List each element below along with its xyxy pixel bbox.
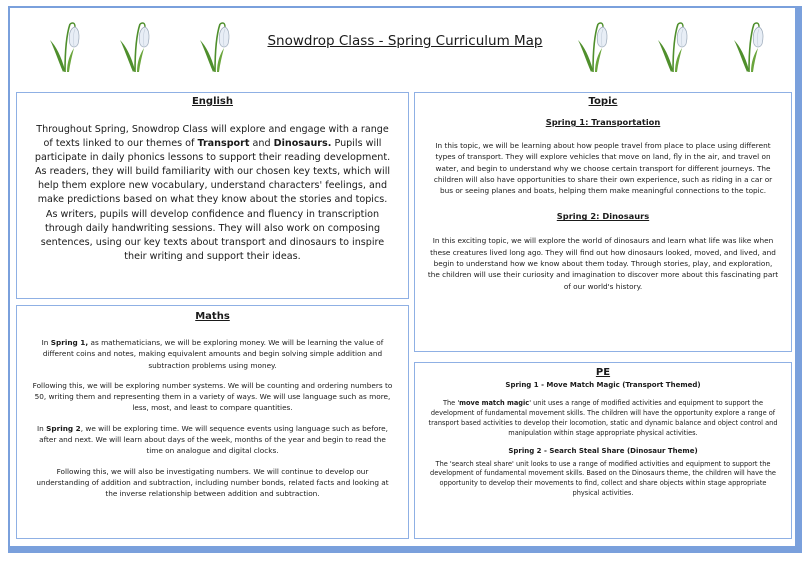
snowdrop-flower-icon <box>196 14 234 74</box>
snowdrop-flower-icon <box>730 14 768 74</box>
english-paragraph-1: Throughout Spring, Snowdrop Class will explore and engage with a range of texts linked to our themes of Transport and Dinosaurs. Pupils will participate in daily phonics lessons to support their reading development. As readers, they will build familiarity with our chosen key texts, which will help them explore new vocabulary, understand characters' feelings, and make predictions based on what they know about the stories and topics. <box>34 124 391 205</box>
snowdrop-flower-icon <box>116 14 154 74</box>
english-heading: English <box>191 96 234 107</box>
topic-spring2-text: In this exciting topic, we will explore the world of dinosaurs and learn what life was like when these creatures lived long ago. They will find out how dinosaurs looked, moved, and lived, and begin to understand how we know about them today. Through stories, play, and exploration, the children will use their curiosity and imagination to discover more about this fascinating part of our world's history. <box>427 236 779 291</box>
maths-panel <box>16 305 409 539</box>
topic-panel <box>414 92 792 352</box>
pe-spring1-text: The 'move match magic' unit uses a range of modified activities and equipment to support the development of fundamental movement skills. The children will have the opportunity explore a range of transport based activities to develop their locomotion, static and dynamic balance and object control and manipulation within stage appropriate physical activities. <box>428 399 778 437</box>
topic-spring2-heading: Spring 2: Dinosaurs <box>556 211 650 222</box>
maths-paragraph-1: In Spring 1, as mathematicians, we will be exploring money. We will be learning the value of different coins and notes, making equivalent amounts and begin solving simple addition and subtraction problems using money. <box>41 338 384 370</box>
topic-spring1-text: In this topic, we will be learning about how people travel from place to place using different types of transport. They will explore vehicles that move on land, fly in the air, and travel on water, and begin to understand why we choose certain transport for different journeys. The children will also have opportunities to share their own experience, such as riding in a car or bus or seeing planes and boats, helping them make meaningful connections to the topic. <box>433 141 773 196</box>
maths-heading: Maths <box>195 311 230 322</box>
pe-panel <box>414 362 792 539</box>
snowdrop-flower-icon <box>654 14 692 74</box>
topic-heading: Topic <box>588 96 618 107</box>
topic-spring1-heading: Spring 1: Transportation <box>545 117 661 127</box>
english-panel <box>16 92 409 299</box>
snowdrop-flower-icon <box>46 14 84 74</box>
maths-paragraph-4: Following this, we will also be investigating numbers. We will continue to develop our understanding of addition and subtraction, including number bonds, related facts and looking at the inverse relationship between addition and subtraction. <box>36 466 389 499</box>
page-title: Snowdrop Class - Spring Curriculum Map <box>267 33 543 49</box>
maths-paragraph-2: Following this, we will be exploring number systems. We will be counting and ordering numbers to 50, writing them and representing them in a variety of ways. We will use language such as more, less, most, and least to compare quantities. <box>32 380 393 413</box>
english-paragraph-2: As writers, pupils will develop confidence and fluency in transcription through daily handwriting sessions. They will also work on composing sentences, using our key texts about transport and dinosaurs to inspire their writing and support their ideas. <box>40 209 385 263</box>
pe-spring1-heading: Spring 1 - Move Match Magic (Transport Themed) <box>505 381 701 389</box>
pe-heading: PE <box>595 367 611 378</box>
pe-spring2-heading: Spring 2 - Search Steal Share (Dinosaur Theme) <box>508 446 698 455</box>
maths-paragraph-3: In Spring 2, we will be exploring time. We will sequence events using language such as before, after and next. We will learn about days of the week, months of the year and begin to read the time on analogue and digital clocks. <box>37 423 388 456</box>
pe-spring2-text: The 'search steal share' unit looks to use a range of modified activities and equipment to support the development of fundamental movement skills. Based on the Dinosaurs theme, the children will have the opportunity to develop their movements to find, collect and share objects within stage appropriate physical activities. <box>430 459 776 498</box>
